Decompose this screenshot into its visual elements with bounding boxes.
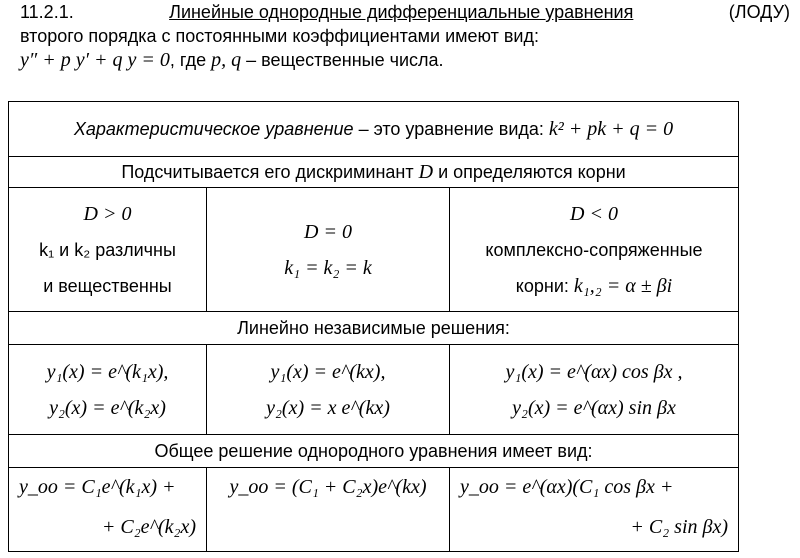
cases-row bbox=[9, 188, 739, 312]
characteristic-text: – это уравнение вида: bbox=[358, 118, 544, 139]
case-positive-desc-1: k₁ и k₂ различны bbox=[39, 239, 176, 260]
solution-y1: y₁(x) = e^(αx) cos βx , bbox=[505, 360, 683, 383]
solution-positive bbox=[9, 345, 207, 435]
case-zero-desc: k₁ = k₂ = k bbox=[284, 256, 372, 279]
characteristic-cell bbox=[9, 102, 739, 157]
characteristic-label: Характеристическое уравнение bbox=[73, 118, 354, 139]
general-line-2: + C₂ sin βx) bbox=[630, 516, 729, 538]
general-negative bbox=[450, 468, 739, 552]
solution-y1: y₁(x) = e^(k₁x), bbox=[46, 360, 169, 383]
discriminant-text-1: Подсчитывается его дискриминант bbox=[121, 161, 414, 182]
formula-table bbox=[8, 101, 739, 552]
solution-y2: y₂(x) = x e^(kx) bbox=[266, 396, 390, 419]
solution-y2: y₂(x) = e^(αx) sin βx bbox=[512, 396, 676, 419]
case-positive bbox=[9, 188, 207, 312]
solution-y2: y₂(x) = e^(k₂x) bbox=[49, 396, 166, 419]
where-text: , где bbox=[169, 50, 207, 70]
solution-negative bbox=[450, 345, 739, 435]
abbreviation: (ЛОДУ) bbox=[728, 2, 790, 22]
discriminant-cell bbox=[9, 157, 739, 188]
roots-label: корни: bbox=[515, 275, 569, 296]
condition-negative: D < 0 bbox=[570, 202, 618, 225]
general-line-2: + C₂e^(k₂x) bbox=[101, 516, 196, 538]
general-positive bbox=[9, 468, 207, 552]
condition-zero: D = 0 bbox=[304, 220, 352, 243]
discriminant-row bbox=[9, 157, 739, 188]
ode-equation: y″ + p y′ + q y = 0 bbox=[20, 49, 170, 71]
intro-line-2: второго порядка с постоянными коэффициентами имеют вид: bbox=[20, 26, 539, 46]
complex-roots: k₁,₂ = α ± βi bbox=[573, 274, 673, 297]
solution-y1: y₁(x) = e^(kx), bbox=[270, 360, 386, 383]
params-symbols: p, q bbox=[211, 49, 242, 71]
section-number: 11.2.1. bbox=[20, 2, 74, 22]
general-line-1: y_oo = C₁e^(k₁x) + bbox=[19, 476, 176, 498]
general-line-1: y_oo = (C₁ + C₂x)e^(kx) bbox=[229, 476, 427, 498]
case-zero bbox=[207, 188, 450, 312]
characteristic-row bbox=[9, 102, 739, 157]
discriminant-text-2: и определяются корни bbox=[438, 161, 626, 182]
solutions-header-row bbox=[9, 312, 739, 345]
general-zero bbox=[207, 468, 450, 552]
solutions-row bbox=[9, 345, 739, 435]
discriminant-symbol: D bbox=[418, 160, 434, 183]
general-row bbox=[9, 468, 739, 552]
real-numbers-text: – вещественные числа. bbox=[246, 50, 444, 70]
solution-zero bbox=[207, 345, 450, 435]
solutions-header: Линейно независимые решения: bbox=[9, 312, 739, 345]
case-negative bbox=[450, 188, 739, 312]
case-negative-desc-1: комплексно-сопряженные bbox=[485, 239, 703, 260]
general-header-row bbox=[9, 435, 739, 468]
general-line-1: y_oo = e^(αx)(C₁ cos βx + bbox=[460, 476, 674, 498]
case-positive-desc-2: и вещественны bbox=[43, 275, 172, 296]
condition-positive: D > 0 bbox=[83, 202, 132, 225]
case-negative-desc-2 bbox=[516, 268, 672, 304]
intro-line-3 bbox=[20, 48, 790, 72]
general-header: Общее решение однородного уравнения имеет вид: bbox=[9, 435, 739, 468]
intro-line-1 bbox=[20, 0, 790, 24]
intro-paragraph bbox=[20, 0, 790, 72]
characteristic-equation: k² + pk + q = 0 bbox=[548, 117, 674, 140]
topic-link[interactable]: Линейные однородные дифференциальные уравнения bbox=[169, 2, 634, 22]
